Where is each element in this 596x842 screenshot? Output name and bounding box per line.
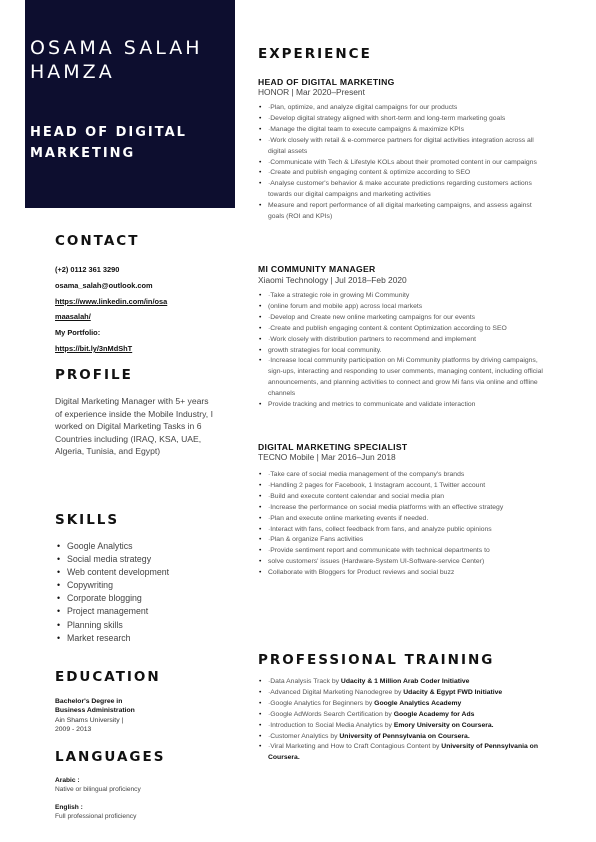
job-bullet: • Measure and report performance of all digital marketing campaigns, and assess against goals (ROI and KPIs) [258, 201, 548, 223]
linkedin-link[interactable]: https://www.linkedin.com/in/osa [55, 296, 168, 306]
job-bullet: • ·Create and publish engaging content & optimize according to SEO [258, 168, 548, 179]
skill-item: • Corporate blogging [55, 592, 225, 605]
job-bullet: • ·Work closely with distribution partners to recommend and implement [258, 335, 548, 346]
job-bullet: • ·Provide sentiment report and communicate with technical departments to [258, 546, 548, 557]
job-bullets [258, 291, 548, 411]
contact-title: CONTACT [55, 233, 140, 249]
training-course: ·Introduction to Social Media Analytics by [268, 721, 394, 729]
linkedin-link-continued[interactable]: maasalah/ [55, 312, 91, 322]
skill-item: • Social media strategy [55, 553, 225, 566]
training-item [258, 721, 548, 732]
skill-item: • Planning skills [55, 619, 225, 632]
job-bullet: • ·Create and publish engaging content & content Optimization according to SEO [258, 324, 548, 335]
job-bullet: • ·Build and execute content calendar and social media plan [258, 492, 548, 503]
job-bullet: • ·Plan & organize Fans activities [258, 535, 548, 546]
training-course: ·Advanced Digital Marketing Nanodegree by [268, 688, 404, 696]
training-course: ·Viral Marketing and How to Craft Contagious Content by [268, 743, 442, 751]
phone-text: (+2) 0112 361 3290 [55, 265, 120, 274]
job-bullet: • ·Plan and execute online marketing events if needed. [258, 514, 548, 525]
job-bullet: • ·Take a strategic role in growing Mi Community [258, 291, 548, 302]
training-course: ·Google Analytics for Beginners by [268, 699, 375, 707]
training-course: ·Google AdWords Search Certification by [268, 710, 394, 718]
skill-item: • Copywriting [55, 579, 225, 592]
skill-item: • Market research [55, 632, 225, 645]
job-title: MI COMMUNITY MANAGER [258, 264, 376, 274]
candidate-name: OSAMA SALAH HAMZA [30, 37, 203, 83]
training-provider: University of Pennsylvania on Coursera. [268, 743, 538, 762]
skills-title: SKILLS [55, 512, 120, 528]
email-text[interactable]: osama_salah@outlook.com [55, 280, 153, 290]
header-box [25, 0, 235, 208]
training-title: PROFESSIONAL TRAINING [258, 652, 495, 668]
job-bullet: • Provide tracking and metrics to communicate and validate interaction [258, 400, 548, 411]
job-meta: Xiaomi Technology | Jul 2018–Feb 2020 [258, 275, 407, 285]
school-name: Ain Shams University | [55, 716, 124, 724]
training-provider: Udacity & 1 Million Arab Coder Initiative [340, 678, 470, 685]
job-meta: TECNO Mobile | Mar 2016–Jun 2018 [258, 452, 396, 462]
job-bullet: • solve customers' issues (Hardware-System UI-Software-service Center) [258, 557, 548, 568]
job-bullets [258, 103, 548, 223]
language-level: Native or bilingual proficiency [55, 786, 141, 793]
job-title: HEAD OF DIGITAL MARKETING [258, 77, 395, 87]
training-item [258, 732, 548, 743]
job-title: DIGITAL MARKETING SPECIALIST [258, 442, 408, 452]
job-bullet: • ·Take care of social media management of the company's brands [258, 470, 548, 481]
job-bullet: • growth strategies for local community. [258, 346, 548, 357]
job-bullet: • ·Develop digital strategy aligned with short-term and long-term marketing goals [258, 114, 548, 125]
training-item [258, 710, 548, 721]
job-bullet: • ·Plan, optimize, and analyze digital campaigns for our products [258, 103, 548, 114]
skills-list [55, 540, 225, 645]
profile-title: PROFILE [55, 367, 133, 383]
portfolio-label: My Portfolio: [55, 328, 101, 338]
job-bullet: • ·Handling 2 pages for Facebook, 1 Instagram account, 1 Twitter account [258, 481, 548, 492]
experience-title: EXPERIENCE [258, 46, 372, 62]
language-name: English : [55, 804, 83, 811]
job-bullet: • ·Manage the digital team to execute campaigns & maximize KPIs [258, 125, 548, 136]
job-bullet: • ·Interact with fans, collect feedback from fans, and analyze public opinions [258, 525, 548, 536]
training-provider: Udacity & Egypt FWD Initiative [403, 688, 503, 696]
training-list [258, 677, 548, 764]
portfolio-link[interactable]: https://bit.ly/3nMdShT [55, 343, 133, 353]
job-bullet: • ·Communicate with Tech & Lifestyle KOLs about their promoted content in our campaigns [258, 158, 548, 169]
skill-item: • Web content development [55, 566, 225, 579]
job-bullet: • ·Develop and Create new online marketing campaigns for our events [258, 313, 548, 324]
training-provider: Emory University on Coursera. [393, 721, 494, 729]
candidate-role: HEAD OF DIGITAL MARKETING [30, 125, 187, 161]
degree-line: Business Administration [55, 707, 135, 715]
job-bullet: • ·Work closely with retail & e-commerce partners for digital activities integration across all digital assets [258, 136, 548, 158]
language-level: Full professional proficiency [55, 813, 137, 820]
job-bullet: • ·Increase the performance on social media platforms with an effective strategy [258, 503, 548, 514]
languages-title: LANGUAGES [55, 749, 166, 765]
contact-list [55, 262, 225, 357]
training-provider: Google Academy for Ads [393, 710, 475, 718]
degree-line: Bachelor's Degree in [55, 698, 123, 705]
skill-item: • Project management [55, 605, 225, 618]
skill-item: • Google Analytics [55, 540, 225, 553]
language-name: Arabic : [55, 777, 80, 784]
job-bullet: • ·Analyse customer's behavior & make accurate predictions regarding customers actions towards our digital campaigns and marketing activities [258, 179, 548, 201]
education-block [55, 697, 225, 734]
job-bullet: • ·Increase local community participation on Mi Community platforms by driving campaigns, sign-ups, interacting and responding to user comments, managing content, including official announcements, and planning activities to connect and grow Mi fans via online and offline channels [258, 356, 548, 400]
education-title: EDUCATION [55, 669, 161, 685]
training-provider: University of Pennsylvania on Coursera. [339, 732, 470, 740]
training-item [258, 677, 548, 688]
profile-text: Digital Marketing Manager with 5+ years of experience inside the Mobile Industry, I worked on Digital Marketing Tasks in 6 Countries including (IRAQ, KSA, UAE, Algeria, Tunisia, and Egypt) [55, 396, 213, 457]
training-provider: Google Analytics Academy [374, 699, 462, 707]
training-course: ·Data Analysis Track by [268, 678, 341, 685]
job-bullets [258, 470, 548, 579]
job-meta: HONOR | Mar 2020–Present [258, 87, 365, 97]
education-years: 2009 - 2013 [55, 725, 92, 733]
job-bullet: • Collaborate with Bloggers for Product reviews and social buzz [258, 568, 548, 579]
training-course: ·Customer Analytics by [268, 732, 340, 740]
training-item [258, 688, 548, 699]
job-bullet: • (online forum and mobile app) across local markets [258, 302, 548, 313]
training-item [258, 742, 548, 764]
languages-block [55, 776, 225, 821]
training-item [258, 699, 548, 710]
